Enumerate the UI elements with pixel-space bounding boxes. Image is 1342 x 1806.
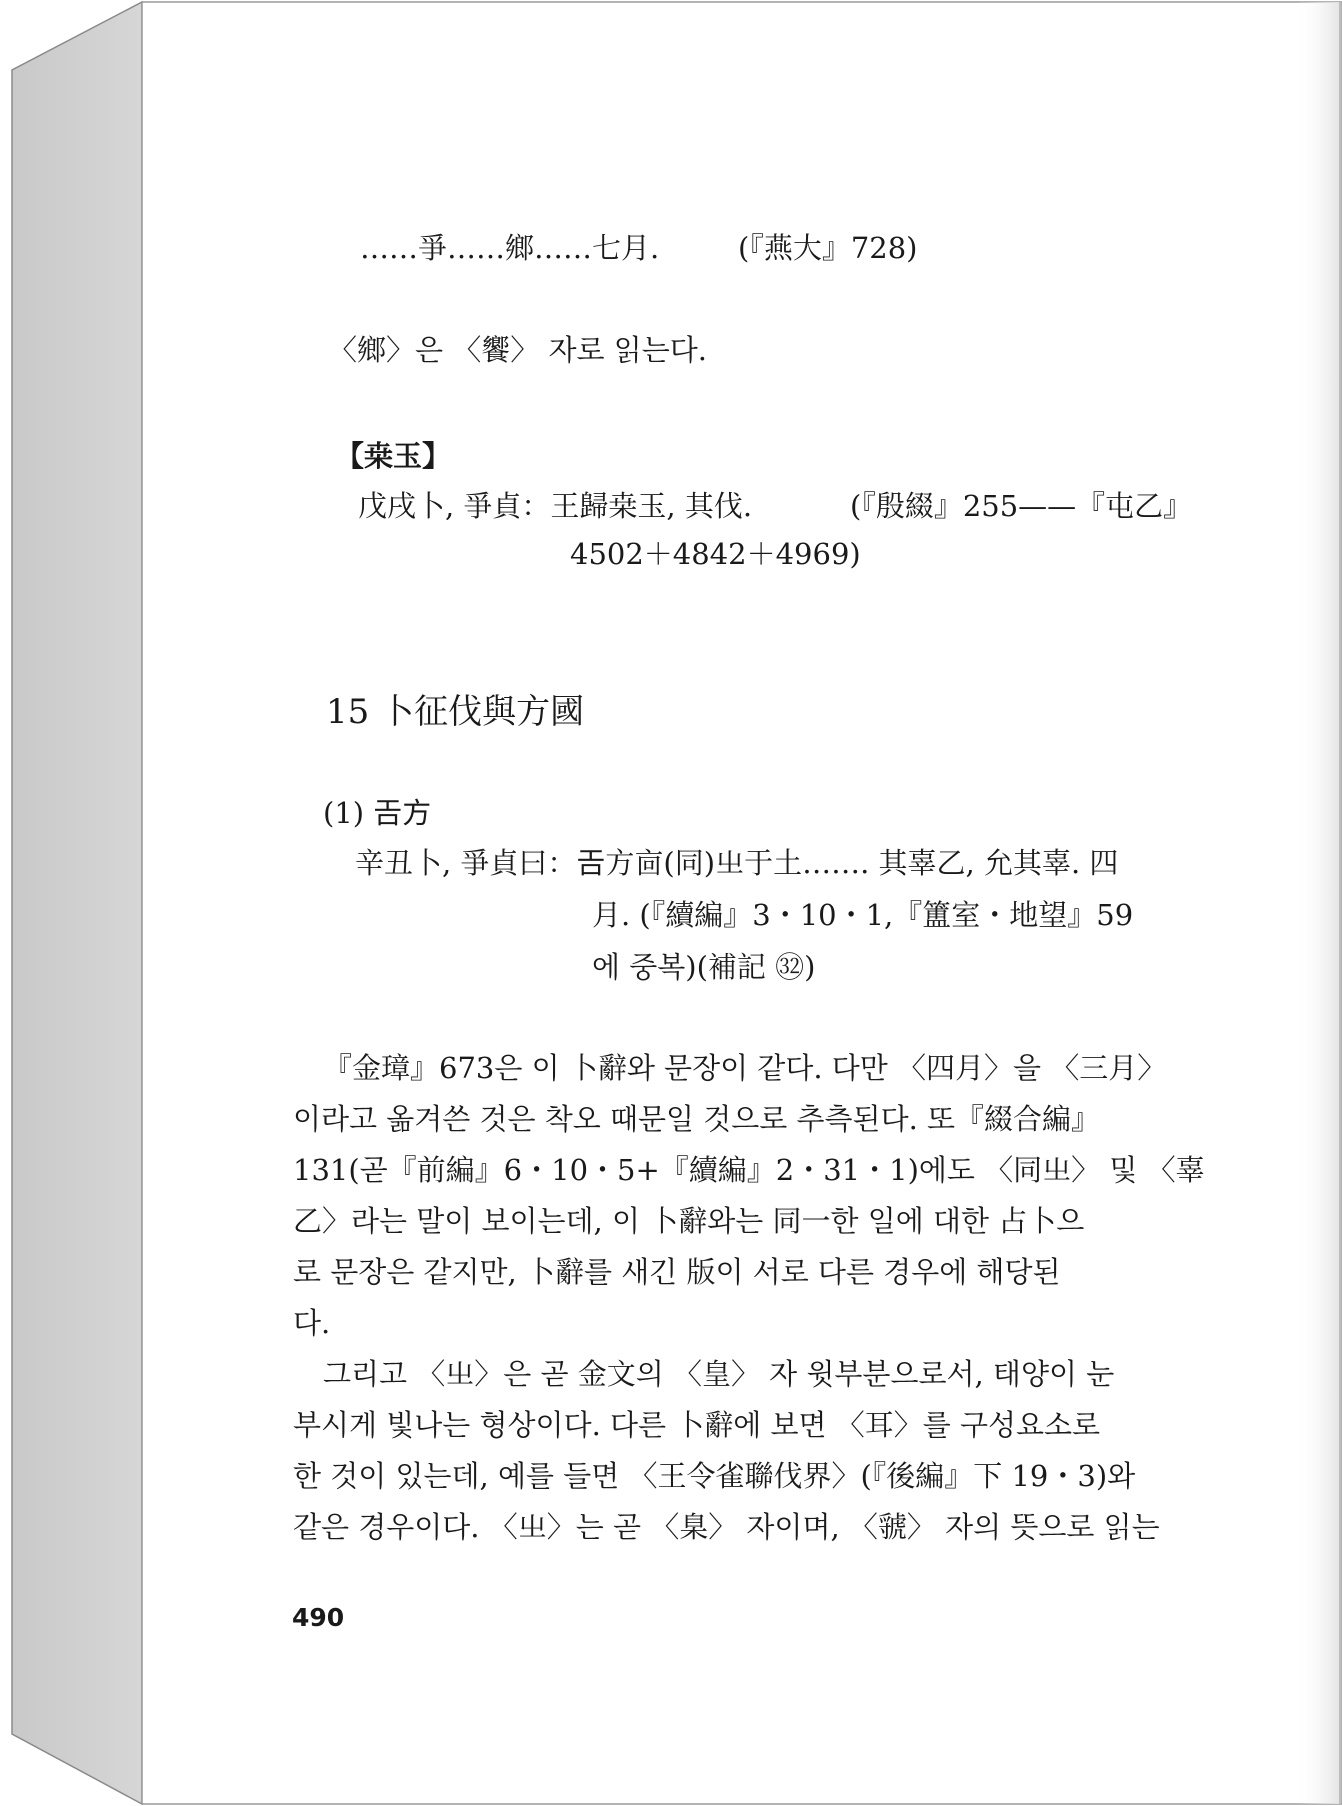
body-line: 乙〉라는 말이 보이는데, 이 卜辭와는 同一한 일에 대한 占卜으: [293, 1204, 1085, 1238]
body-line: 그리고 〈㞢〉은 곧 金文의 〈皇〉 자 윗부분으로서, 태양이 눈: [323, 1357, 1115, 1391]
body-paragraph-1: [293, 1048, 1205, 1354]
inscription-line-2: 月. (『續編』3・10・1,『簠室・地望』59: [592, 898, 1134, 932]
quote-text: ……爭……鄉……七月.: [360, 231, 660, 265]
body-line: 다.: [293, 1306, 331, 1340]
subsection-title: (1) 𢀛方: [323, 796, 432, 830]
entry-source: (『殷綴』255——『屯乙』: [850, 489, 1193, 523]
body-line: 『金璋』673은 이 卜辭와 문장이 같다. 다만 〈四月〉을 〈三月〉: [323, 1051, 1167, 1085]
body-line: 한 것이 있는데, 예를 들면 〈王令雀聯伐界〉(『後編』下 19・3)와: [293, 1459, 1136, 1493]
body-line: 로 문장은 같지만, 卜辭를 새긴 版이 서로 다른 경우에 해당된: [293, 1255, 1061, 1289]
body-line: 같은 경우이다. 〈㞢〉는 곧 〈臬〉 자이며, 〈虢〉 자의 뜻으로 읽는: [293, 1510, 1160, 1544]
entry-line-2: 4502＋4842＋4969): [570, 537, 861, 571]
body-line: 이라고 옮겨쓴 것은 착오 때문일 것으로 추측된다. 또『綴合編』: [293, 1102, 1101, 1136]
quote-source: (『燕大』728): [738, 231, 918, 265]
quote-line: [360, 228, 918, 268]
inscription-line-1: 辛丑卜, 爭貞曰：𢀛方㐭(同)㞢于土……. 其辜乙, 允其辜. 四: [355, 846, 1119, 880]
inscription-line-3: 에 중복)(補記 ㉜): [592, 950, 816, 984]
entry-line-1: [358, 486, 1193, 526]
page-edge-shade: [1295, 2, 1341, 1804]
note-line: 〈鄉〉은 〈饗〉 자로 읽는다.: [328, 333, 707, 367]
entry-text: 戊戌卜, 爭貞：王歸桒玉, 其伐.: [358, 489, 753, 523]
page-number: 490: [292, 1603, 345, 1632]
body-paragraph-2: [293, 1354, 1160, 1558]
section-heading: 15 卜征伐與方國: [326, 692, 585, 732]
book-spine: [12, 2, 142, 1804]
body-line: 부시게 빛나는 형상이다. 다른 卜辭에 보면 〈耳〉를 구성요소로: [293, 1408, 1101, 1442]
body-line: 131(곧『前編』6・10・5+『續編』2・31・1)에도 〈同㞢〉 및 〈辜: [293, 1153, 1205, 1187]
entry-title: 【桒玉】: [335, 439, 452, 473]
